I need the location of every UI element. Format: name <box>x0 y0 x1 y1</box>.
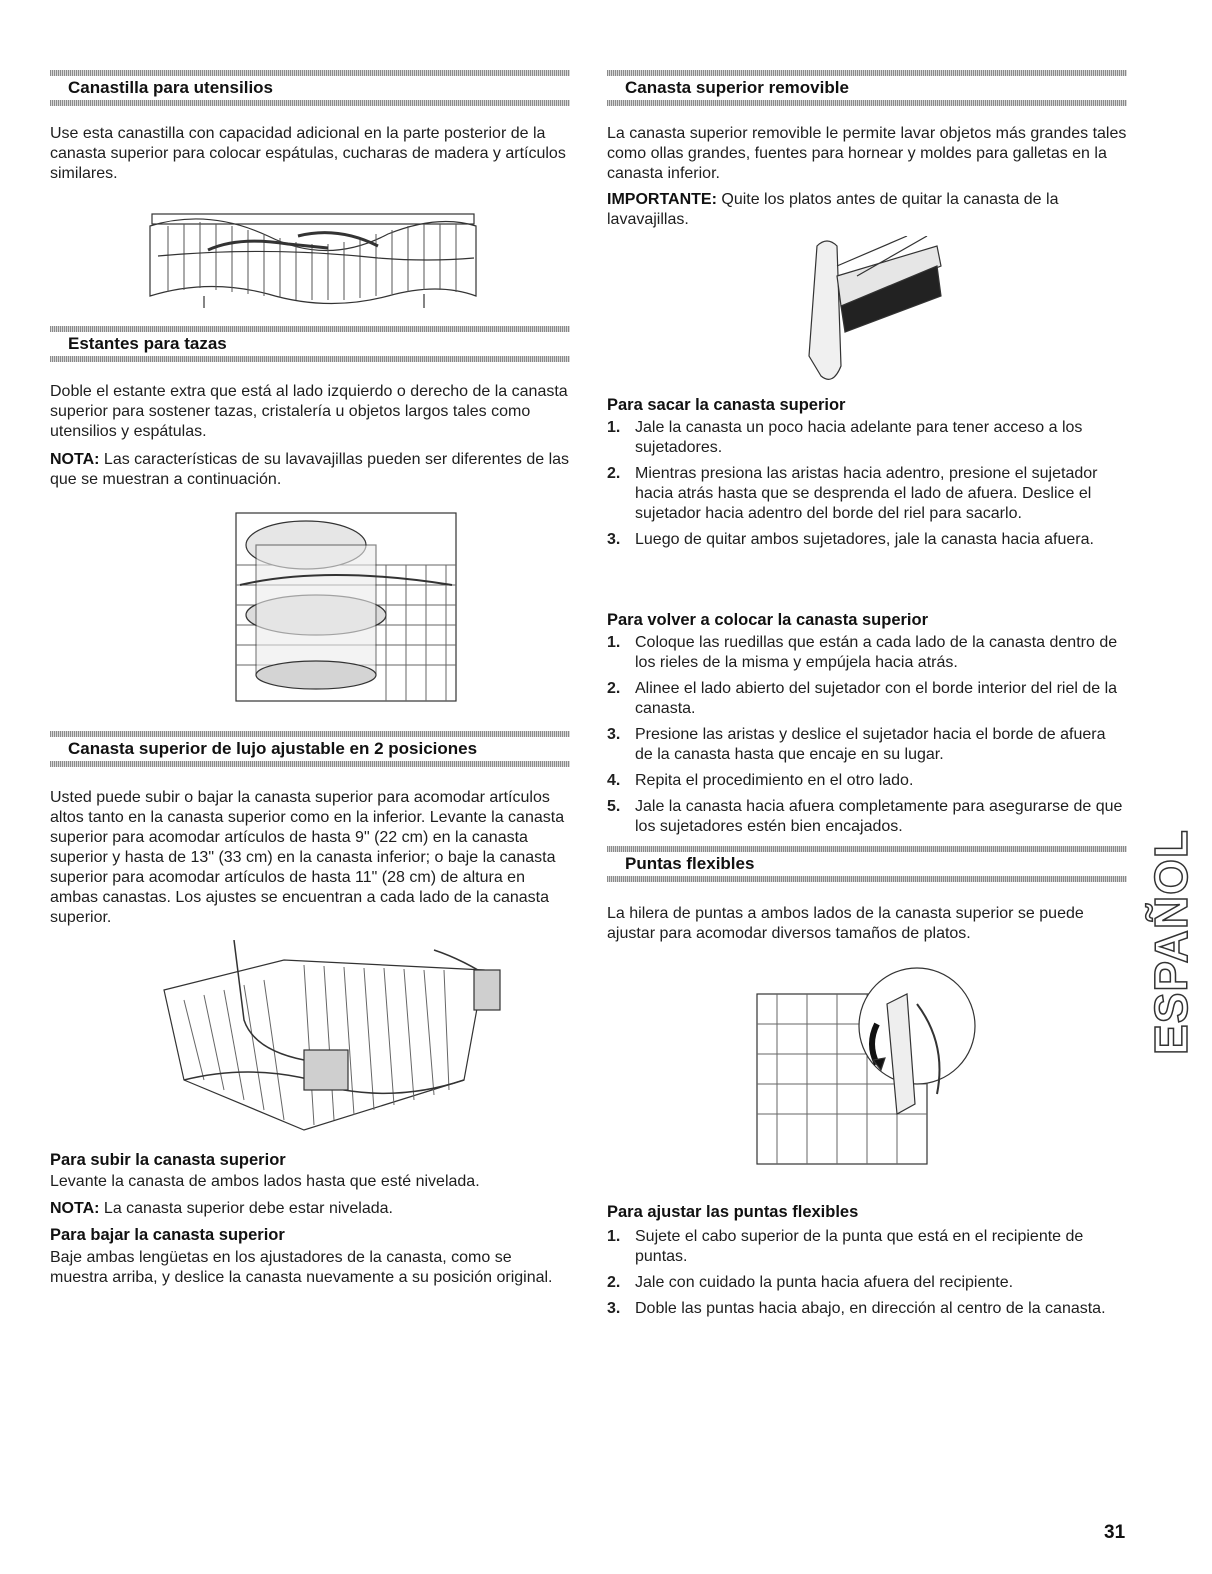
step-text: Luego de quitar ambos sujetadores, jale la canasta hacia afuera. <box>635 531 1094 548</box>
section-title: Canastilla para utensilios <box>68 78 274 97</box>
step-text: Jale con cuidado la punta hacia afuera del recipiente. <box>635 1274 1014 1291</box>
step-text: Sujete el cabo superior de la punta que está en el recipiente de puntas. <box>635 1228 1084 1265</box>
section-header-cup-shelves <box>50 326 570 362</box>
section-rule <box>50 70 570 76</box>
step-number: 2. <box>607 680 621 697</box>
note-text: La canasta superior debe estar nivelada. <box>99 1200 393 1217</box>
list-item <box>607 1227 1127 1267</box>
step-number: 3. <box>607 1300 621 1317</box>
step-number: 1. <box>607 1228 621 1245</box>
page-number: 31 <box>1104 1522 1126 1543</box>
section-header-removable-rack <box>607 70 1127 106</box>
section-rule <box>607 100 1127 106</box>
lower-rack-text: Baje ambas lengüetas en los ajustadores de la canasta, como se muestra arriba, y deslice la canasta nuevamente a su posición original. <box>50 1249 553 1286</box>
step-number: 2. <box>607 1274 621 1291</box>
section-rule <box>50 326 570 332</box>
section-header-adjustable-rack <box>50 731 570 767</box>
raise-rack-heading: Para subir la canasta superior <box>50 1151 286 1169</box>
raise-rack-note <box>50 1199 570 1219</box>
adjustable-rack-illustration <box>144 940 504 1140</box>
list-item <box>607 771 1127 791</box>
list-item <box>607 464 1127 524</box>
section-title: Estantes para tazas <box>68 334 227 353</box>
section-header-utensil-basket <box>50 70 570 106</box>
step-number: 5. <box>607 798 621 815</box>
section-rule <box>607 846 1127 852</box>
step-text: Presione las aristas y deslice el sujetador hacia el borde de afuera de la canasta hasta que encaje en su lugar. <box>635 726 1106 763</box>
list-item <box>607 679 1127 719</box>
adjustable-rack-text: Usted puede subir o bajar la canasta superior para acomodar artículos altos tanto en la canasta superior como en la inferior. Levante la canasta superior para acomodar artículos de hasta 9" (22 cm) en la canasta superior y hasta de 13" (33 cm) en la canasta inferior; o baje la canasta superior para acomodar artículos de hasta 11" (28 cm) de altura en ambas canastas. Los ajustes se encuentran a cada lado de la canasta superior. <box>50 789 565 926</box>
section-rule <box>50 356 570 362</box>
step-number: 1. <box>607 419 621 436</box>
language-side-tab <box>1146 822 1196 1062</box>
list-item <box>607 1299 1127 1319</box>
section-rule <box>50 100 570 106</box>
step-number: 2. <box>607 465 621 482</box>
adjust-tines-steps <box>607 1227 1127 1325</box>
note-label: NOTA: <box>50 451 100 468</box>
section-rule <box>607 70 1127 76</box>
flexible-tines-illustration <box>747 964 977 1174</box>
raise-rack-text: Levante la canasta de ambos lados hasta que esté nivelada. <box>50 1173 480 1190</box>
step-text: Repita el procedimiento en el otro lado. <box>635 772 914 789</box>
cup-shelf-illustration <box>226 505 462 705</box>
step-text: Alinee el lado abierto del sujetador con el borde interior del riel de la canasta. <box>635 680 1118 717</box>
flexible-tines-text: La hilera de puntas a ambos lados de la canasta superior se puede ajustar para acomodar diversos tamaños de platos. <box>607 905 1084 942</box>
utensil-basket-illustration <box>148 196 478 316</box>
section-rule <box>607 876 1127 882</box>
list-item <box>607 725 1127 765</box>
section-header-flexible-tines <box>607 846 1127 882</box>
rack-clip-illustration <box>797 236 947 388</box>
replace-rack-heading: Para volver a colocar la canasta superior <box>607 611 929 629</box>
step-number: 1. <box>607 634 621 651</box>
remove-rack-heading: Para sacar la canasta superior <box>607 396 846 414</box>
adjust-tines-heading: Para ajustar las puntas flexibles <box>607 1203 859 1221</box>
step-text: Coloque las ruedillas que están a cada lado de la canasta dentro de los rieles de la misma y empújela hacia atrás. <box>635 634 1118 671</box>
step-text: Jale la canasta hacia afuera completamente para asegurarse de que los sujetadores estén bien encajados. <box>635 798 1123 835</box>
section-rule <box>50 731 570 737</box>
important-label: IMPORTANTE: <box>607 191 717 208</box>
section-title: Canasta superior removible <box>625 78 849 97</box>
utensil-basket-text: Use esta canastilla con capacidad adicional en la parte posterior de la canasta superior para colocar espátulas, cucharas de madera y artículos similares. <box>50 125 566 182</box>
section-rule <box>50 761 570 767</box>
step-text: Doble las puntas hacia abajo, en dirección al centro de la canasta. <box>635 1300 1106 1317</box>
step-number: 3. <box>607 531 621 548</box>
note-text: Las características de su lavavajillas pueden ser diferentes de las que se muestran a continuación. <box>50 451 570 488</box>
replace-rack-steps <box>607 633 1127 843</box>
section-title: Puntas flexibles <box>625 854 755 873</box>
lower-rack-heading: Para bajar la canasta superior <box>50 1226 285 1244</box>
note-label: NOTA: <box>50 1200 100 1217</box>
step-text: Mientras presiona las aristas hacia adentro, presione el sujetador hacia atrás hasta que se desprenda el lado de afuera. Deslice el sujetador hacia adentro del borde del riel para sacarlo. <box>635 465 1098 522</box>
step-text: Jale la canasta un poco hacia adelante para tener acceso a los sujetadores. <box>635 419 1083 456</box>
cup-shelves-note <box>50 450 570 490</box>
list-item <box>607 797 1127 837</box>
list-item <box>607 1273 1127 1293</box>
removable-rack-important <box>607 190 1127 230</box>
removable-rack-text: La canasta superior removible le permite lavar objetos más grandes tales como ollas grandes, fuentes para hornear y moldes para galletas en la canasta inferior. <box>607 125 1127 182</box>
step-number: 3. <box>607 726 621 743</box>
language-label: ESPAÑOL <box>1145 829 1197 1055</box>
list-item <box>607 530 1127 550</box>
step-number: 4. <box>607 772 621 789</box>
cup-shelves-text: Doble el estante extra que está al lado izquierdo o derecho de la canasta superior para sostener tazas, cristalería u objetos largos tales como utensilios y espátulas. <box>50 383 568 440</box>
remove-rack-steps <box>607 418 1127 556</box>
list-item <box>607 633 1127 673</box>
list-item <box>607 418 1127 458</box>
important-text: Quite los platos antes de quitar la canasta de la lavavajillas. <box>607 191 1059 228</box>
section-title: Canasta superior de lujo ajustable en 2 posiciones <box>68 739 478 758</box>
